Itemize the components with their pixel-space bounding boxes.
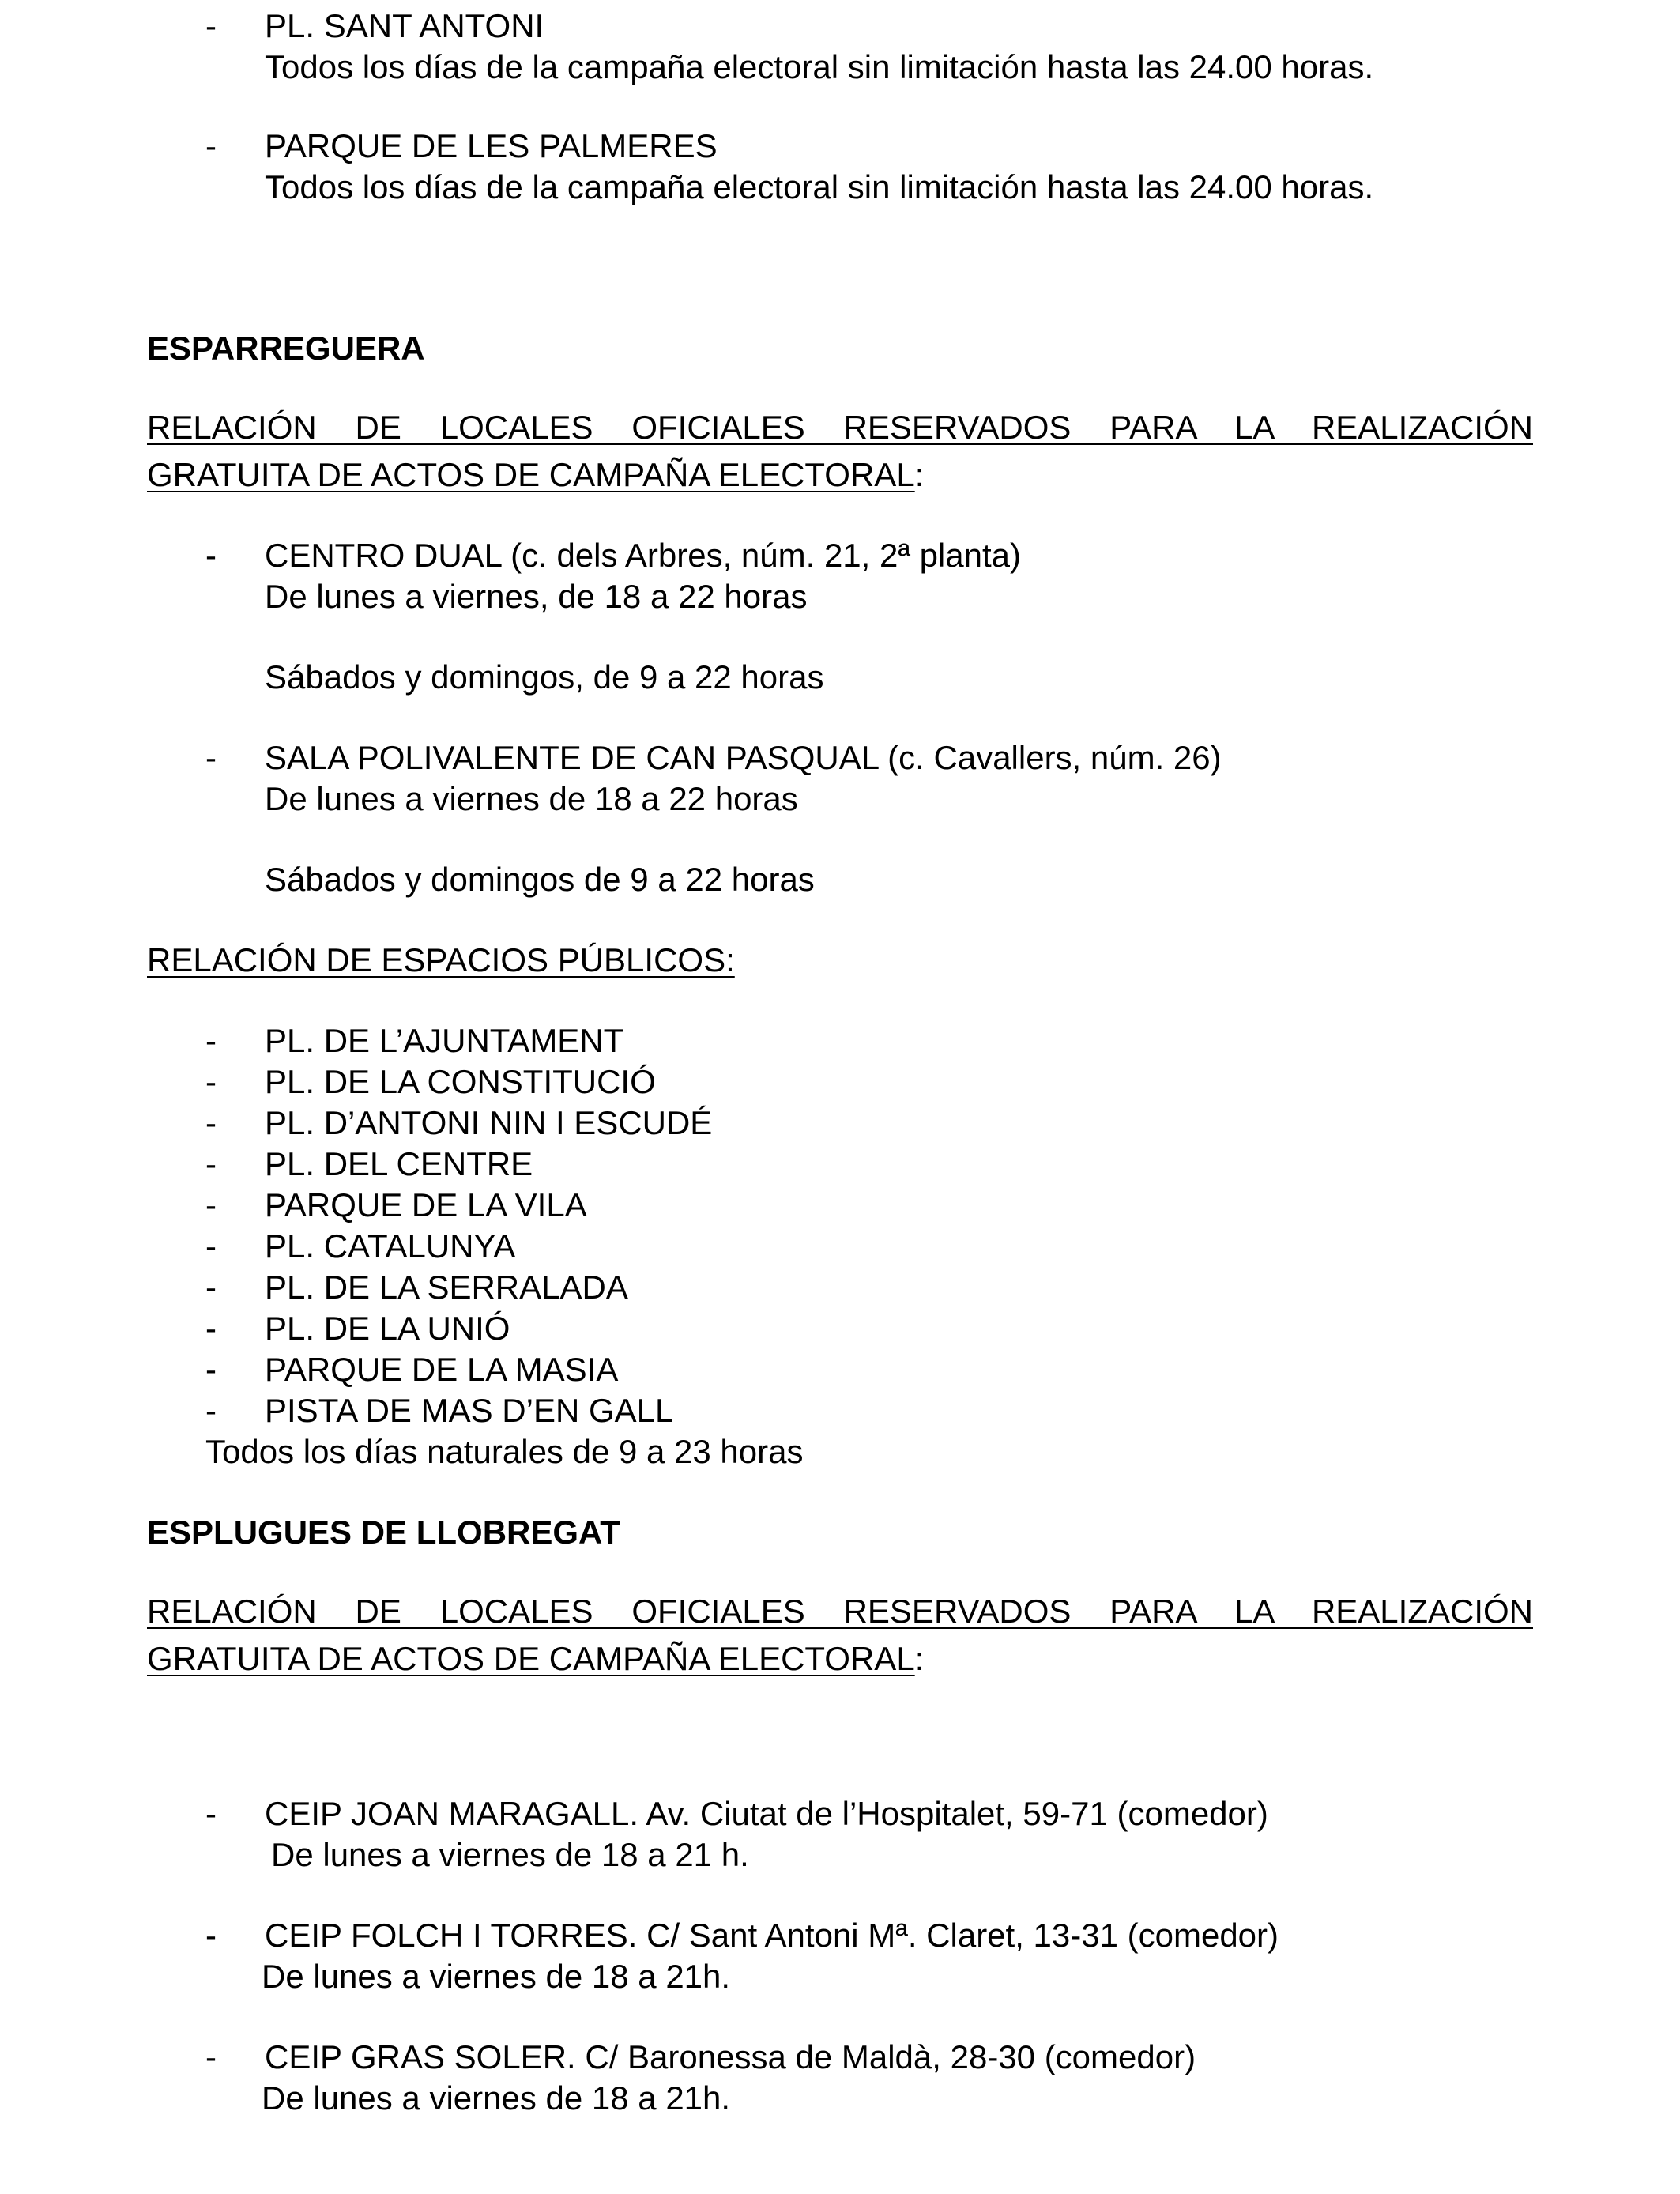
espacio-item: PL. DE LA UNIÓ <box>265 1310 510 1347</box>
local-weekday-hours: De lunes a viernes, de 18 a 22 horas <box>265 578 808 615</box>
espacio-item: PL. CATALUNYA <box>265 1227 516 1265</box>
list-dash: - <box>205 739 217 776</box>
locales-title-colon: : <box>914 1640 925 1677</box>
locales-title-colon: : <box>914 456 925 493</box>
list-dash: - <box>205 1022 217 1059</box>
locales-title-line1: RELACIÓN DE LOCALES OFICIALES RESERVADOS PARA LA REALIZACIÓN <box>147 409 1533 446</box>
espacio-item: PARQUE DE LA VILA <box>265 1186 587 1223</box>
list-dash: - <box>205 1145 217 1182</box>
espacio-item: PISTA DE MAS D’EN GALL <box>265 1392 674 1429</box>
section-heading-esparreguera: ESPARREGUERA <box>147 330 425 367</box>
espacio-item: PL. DE LA CONSTITUCIÓ <box>265 1063 656 1100</box>
list-item-detail: Todos los días de la campaña electoral sin limitación hasta las 24.00 horas. <box>265 48 1374 85</box>
espacio-item: PL. DEL CENTRE <box>265 1145 533 1182</box>
local-name: CEIP GRAS SOLER. C/ Baronessa de Maldà, 28-30 (comedor) <box>265 2038 1196 2075</box>
locales-title-line2-wrap <box>147 458 924 492</box>
list-item-detail: Todos los días de la campaña electoral sin limitación hasta las 24.00 horas. <box>265 168 1374 205</box>
list-dash: - <box>205 1917 217 1954</box>
local-weekday-hours: De lunes a viernes de 18 a 22 horas <box>265 780 798 817</box>
list-dash: - <box>205 1104 217 1141</box>
local-hours: De lunes a viernes de 18 a 21h. <box>262 2079 731 2117</box>
list-dash: - <box>205 1269 217 1306</box>
local-hours: De lunes a viernes de 18 a 21 h. <box>271 1836 749 1873</box>
espacio-item: PL. D’ANTONI NIN I ESCUDÉ <box>265 1104 713 1141</box>
list-dash: - <box>205 7 217 44</box>
local-hours: De lunes a viernes de 18 a 21h. <box>262 1958 731 1995</box>
locales-title-line1: RELACIÓN DE LOCALES OFICIALES RESERVADOS PARA LA REALIZACIÓN <box>147 1593 1533 1630</box>
list-item-name: PARQUE DE LES PALMERES <box>265 127 718 164</box>
list-dash: - <box>205 1392 217 1429</box>
list-dash: - <box>205 1186 217 1223</box>
local-name: CEIP FOLCH I TORRES. C/ Sant Antoni Mª. Claret, 13-31 (comedor) <box>265 1917 1279 1954</box>
locales-title-line2-wrap <box>147 1642 924 1676</box>
locales-title-line2: GRATUITA DE ACTOS DE CAMPAÑA ELECTORAL <box>147 1640 915 1677</box>
list-dash: - <box>205 1227 217 1265</box>
list-dash: - <box>205 1795 217 1832</box>
list-dash: - <box>205 537 217 574</box>
list-item-name: PL. SANT ANTONI <box>265 7 544 44</box>
section-heading-esplugues: ESPLUGUES DE LLOBREGAT <box>147 1514 620 1551</box>
list-dash: - <box>205 1310 217 1347</box>
local-name: CENTRO DUAL (c. dels Arbres, núm. 21, 2ª planta) <box>265 537 1021 574</box>
local-weekend-hours: Sábados y domingos, de 9 a 22 horas <box>265 658 824 696</box>
list-dash: - <box>205 2038 217 2075</box>
espacio-item: PARQUE DE LA MASIA <box>265 1351 619 1388</box>
espacio-item: PL. DE L’AJUNTAMENT <box>265 1022 624 1059</box>
espacios-title: RELACIÓN DE ESPACIOS PÚBLICOS: <box>147 941 735 978</box>
local-weekend-hours: Sábados y domingos de 9 a 22 horas <box>265 861 815 898</box>
locales-title-line2: GRATUITA DE ACTOS DE CAMPAÑA ELECTORAL <box>147 456 915 493</box>
local-name: SALA POLIVALENTE DE CAN PASQUAL (c. Cavallers, núm. 26) <box>265 739 1222 776</box>
espacios-schedule: Todos los días naturales de 9 a 23 horas <box>205 1433 804 1470</box>
list-dash: - <box>205 1351 217 1388</box>
espacio-item: PL. DE LA SERRALADA <box>265 1269 628 1306</box>
local-name: CEIP JOAN MARAGALL. Av. Ciutat de l’Hospitalet, 59-71 (comedor) <box>265 1795 1268 1832</box>
list-dash: - <box>205 1063 217 1100</box>
list-dash: - <box>205 127 217 164</box>
